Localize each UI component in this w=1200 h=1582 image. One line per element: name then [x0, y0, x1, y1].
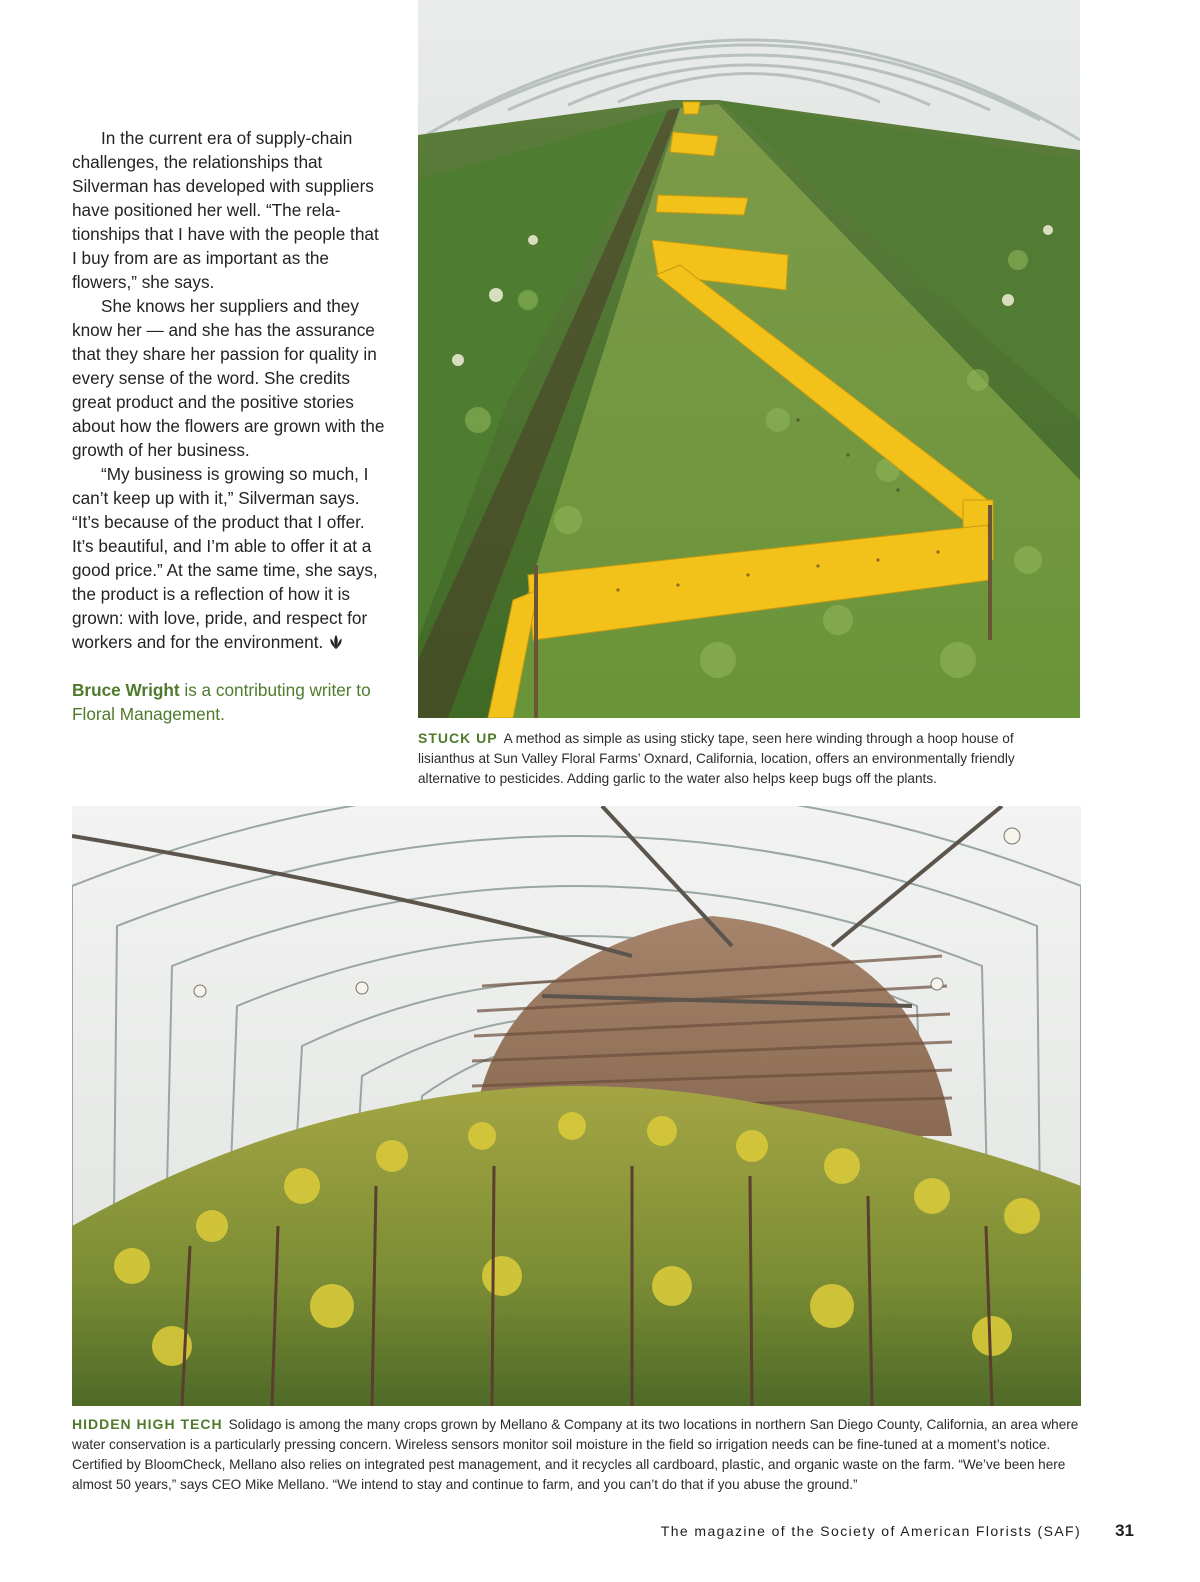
author-name: Bruce Wright — [72, 680, 180, 700]
paragraph-3-text: “My business is growing so much, I can’t keep up with it,” Silverman says. “It’s because of the product that I offer. It’s beautiful, and I’m able to offer it at a good price.” At the same time, she says, the product is a reflection of how it is grown: with love, pride, and respect for workers and for the environment. — [72, 464, 378, 652]
paragraph-1: In the current era of supply-chain challenges, the relationships that Silverman has developed with suppliers have positioned her well. “The rela-tionships that I have with the people that I buy from are as important as the flowers,” she says. — [72, 128, 379, 292]
paragraph-3 — [72, 462, 387, 654]
photo-solidago — [72, 806, 1081, 1406]
caption-text: A method as simple as using sticky tape, seen here winding through a hoop house of lisianthus at Sun Valley Floral Farms’ Oxnard, California, location, offers an environmentally friendly alternative to pesticides. Adding garlic to the water also helps keep bugs off the plants. — [418, 731, 1015, 786]
caption-stuck-up — [418, 728, 1068, 789]
caption-kicker: STUCK UP — [418, 730, 498, 746]
caption-hidden-high-tech — [72, 1414, 1087, 1495]
footer-magazine: The magazine of the Society of American Florists (SAF) — [660, 1523, 1082, 1539]
caption-kicker: HIDDEN HIGH TECH — [72, 1416, 223, 1432]
author-bio-text: is a contributing writer to Floral Management. — [72, 680, 371, 724]
page-number: 31 — [1115, 1521, 1134, 1540]
page-footer — [661, 1521, 1134, 1541]
photo-sticky-tape — [418, 0, 1080, 718]
author-bio — [72, 678, 387, 726]
caption-text: Solidago is among the many crops grown by Mellano & Company at its two locations in northern San Diego County, California, an area where water conservation is a particularly pressing concern. Wireless sensors monitor soil moisture in the field so irrigation needs can be fine-tuned at a moment’s notice. Certified by BloomCheck, Mellano also relies on integrated pest management, and it recycles all cardboard, plastic, and organic waste on the farm. “We’ve been here almost 50 years,” says CEO Mike Mellano. “We intend to stay and continue to farm, and you can’t do that if you abuse the ground.” — [72, 1417, 1079, 1492]
paragraph-2: She knows her suppliers and they know her — and she has the assurance that they share her passion for quality in every sense of the word. She credits great product and the positive stories about how the flowers are grown with the growth of her business. — [72, 296, 385, 460]
flower-endmark-icon — [327, 633, 345, 651]
article-body — [72, 126, 387, 726]
